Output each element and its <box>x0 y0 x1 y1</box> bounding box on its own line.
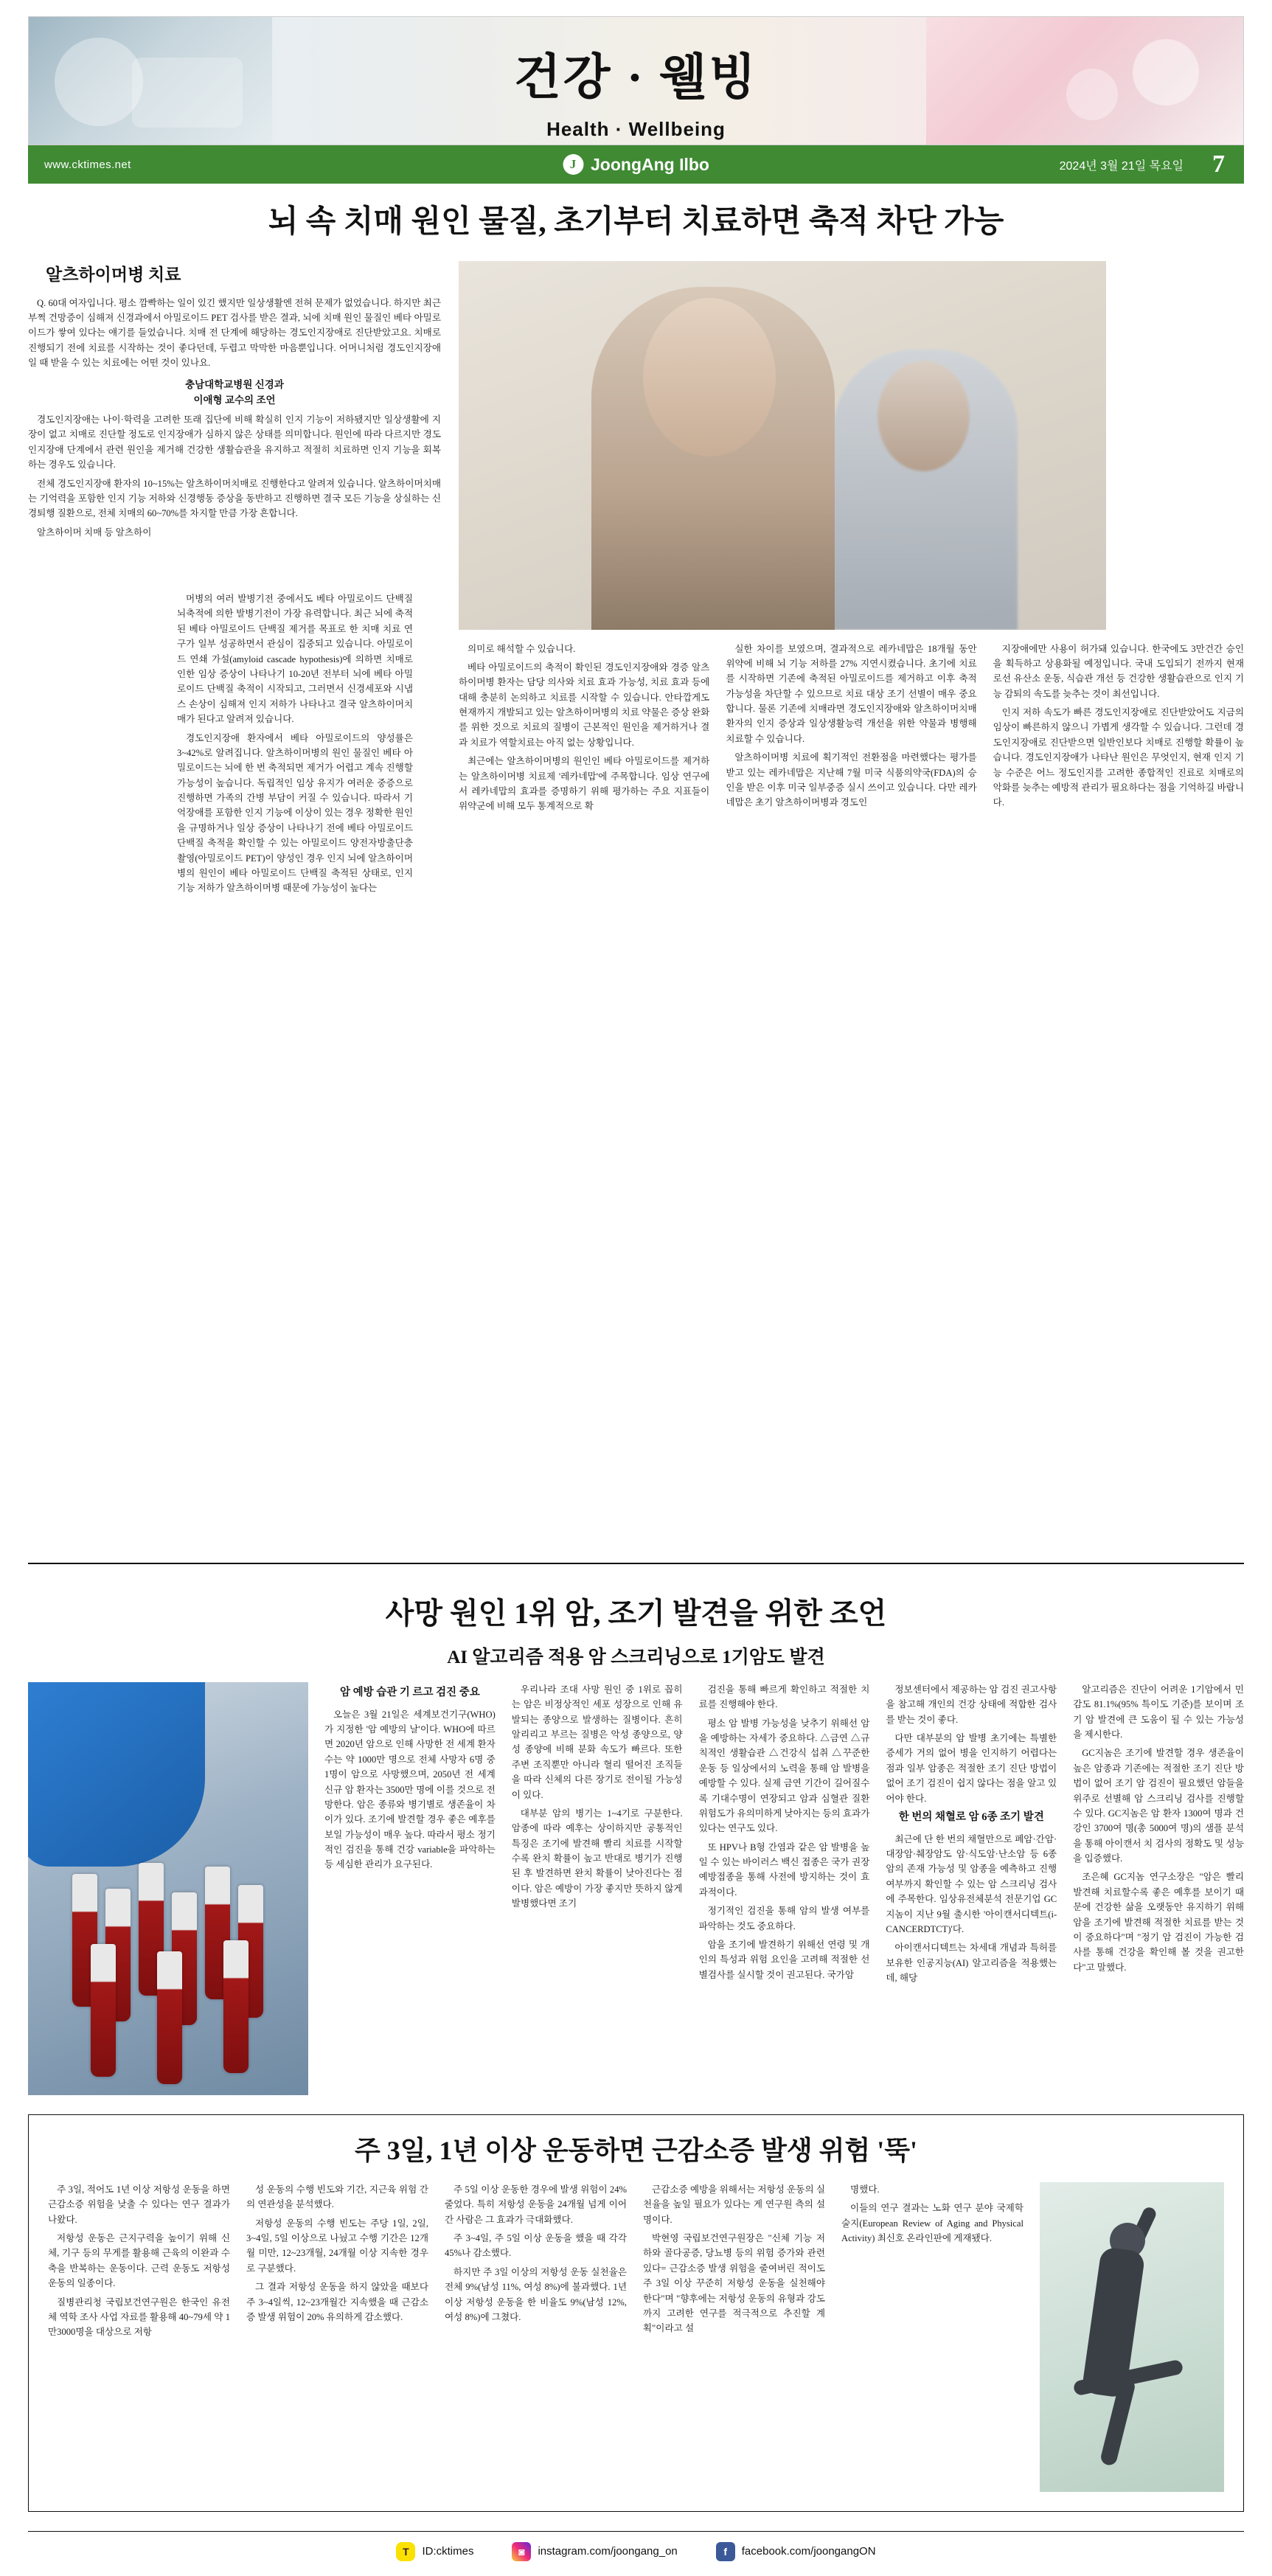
instagram-icon: ◙ <box>512 2542 531 2561</box>
subhead-line: 암 예방 습관 기 <box>339 1686 410 1698</box>
paragraph: 근감소증 예방을 위해서는 저항성 운동의 실천율을 높일 필요가 있다는 게 연구원 측의 설명이다. <box>643 2184 825 2225</box>
paragraph: 머병의 여러 발병기전 중에서도 베타 아밀로이드 단백질 뇌축적에 의한 발병기전이 가장 유력합니다. 최근 뇌에 축적된 베타 아밀로이드 단백질 제거를 목표로 한 치매 치료 연구가 일부 성공하면서 관심이 집중되고 있습니다. 아밀로이드 연쇄 가설(amyloid cascade hypothesis)에 의하면 치매로 인한 임상 증상이 나타나기 10-20년 전부터 뇌에 베타 아밀로이드 단백질 축적이 시작되고, 그러면서 신경세포와 시냅스 손상이 심해져 인지 저하가 나타나고 결국 알츠하이머치매가 된다고 알려져 있습니다. <box>177 594 413 725</box>
paragraph: 그 결과 저항성 운동을 하지 않았을 때보다 주 3~4일씩, 12~23개월간 지속했을 때 근감소증 발생 위험이 20% 유의하게 감소했다. <box>246 2282 428 2322</box>
story-cancer <box>28 1564 1244 2095</box>
joongang-logo-icon: J <box>563 154 583 175</box>
story1-subhead <box>28 378 441 408</box>
paragraph: 정보센터에서 제공하는 암 검진 권고사항을 참고해 개인의 건강 상태에 적합한 검사를 받는 것이 좋다. <box>886 1684 1057 1725</box>
paragraph: 저항성 운동은 근지구력을 높이기 위해 신체, 기구 등의 무게를 활용해 근육의 이완과 수축을 반복하는 운동이다. 근력 운동도 저항성 운동의 일종이다. <box>48 2232 230 2289</box>
publisher-brand <box>563 154 709 175</box>
masthead-title-ko: 건강 · 웰빙 <box>513 51 759 105</box>
story1-col3 <box>459 642 709 818</box>
sample-tube <box>157 1951 182 2084</box>
story3-col2 <box>246 2182 428 2492</box>
story3-col5 <box>841 2182 1023 2492</box>
masthead <box>28 16 1244 145</box>
sample-tube <box>223 1940 249 2073</box>
paragraph: 암을 조기에 발견하기 위해선 연령 및 개인의 특성과 위험 요인을 고려해 적절한 선별검사를 실시할 것이 권고된다. 국가암 <box>698 1940 870 1980</box>
paragraph: 다만 대부분의 암 발병 초기에는 특별한 증세가 거의 없어 병을 인지하기 어렵다는 점과 일부 암종은 적절한 조기 진단 방법이 없어 조기 검진이 쉽지 않다는 점을 알고 있어야 한다. <box>886 1732 1057 1804</box>
paragraph: 대부분 암의 병기는 1~4기로 구분한다. 암종에 따라 예후는 상이하지만 공통적인 특징은 조기에 발견해 빨리 치료를 시작할수록 완치 확률이 높고 반대로 병기가 진행된 후 발견하면 완치 확률이 낮아진다는 점이다. 암은 예방이 가장 좋지만 뜻하지 않게 발병했다면 조기 <box>511 1808 683 1909</box>
paragraph: 박현영 국립보건연구원장은 "신체 기능 저하와 골다공증, 당뇨병 등의 위험 증가와 관련 있다= 근감소증 발생 위험을 줄여버린 적이도 주 3일 이상 꾸준히 저항성 운동을 실천해야 한다"며 "향후에는 저항성 운동의 유형과 강도까지 고려한 연구를 적극적으로 추진할 계획"이라고 설 <box>643 2232 825 2334</box>
paragraph: 우리나라 조대 사망 원인 중 1위로 꼽히는 암은 비정상적인 세포 성장으로 인해 유발되는 종양으로 발생하는 질병이다. 흔히 알리리고 부르는 질병은 악성 종양으로, 양성 종양에 비해 분화 속도가 빠르다. 또한 주변 조직뿐만 아니라 혈리 떨어진 조직들을 따라 신체의 다른 장기로 전이될 가능성이 있다. <box>511 1684 683 1800</box>
story3-col3 <box>445 2182 627 2492</box>
gloved-hand <box>28 1682 205 1867</box>
subhead-line: 한 번의 채혈로 암 6종 <box>898 1811 998 1823</box>
issue-date: 2024년 3월 21일 목요일 <box>1059 159 1184 173</box>
paragraph: 의미로 해석할 수 있습니다. <box>468 643 576 654</box>
paragraph: 베타 아밀로이드의 축적이 확인된 경도인지장애와 경증 알츠하이머병 환자는 담당 의사와 치료 효과 가능성, 치료 효과 등에 대해 충분히 논의하고 치료를 시작할 수 있습니다. 안타깝게도 현재까지 개발되고 있는 알츠하이머병의 치료 약물은 증상 완화를 위한 것으로 치료의 질병이 근본적인 원인을 제거하거나 결과 치료가 역할치료는 아직 없는 상황입니다. <box>459 662 710 748</box>
social-instagram[interactable] <box>512 2542 677 2561</box>
story1-col1b <box>28 412 441 540</box>
paragraph: 명했다. <box>850 2184 880 2195</box>
story2-col5 <box>1073 1682 1244 2095</box>
paragraph: 알고리즘은 진단이 어려운 1기암에서 민감도 81.1%(95% 특이도 기준)를 보이며 조기 암 발견에 큰 도움이 될 수 있는 가능성을 제시한다. <box>1073 1684 1244 1740</box>
website-url[interactable]: www.cktimes.net <box>44 158 131 171</box>
kakao-icon: T <box>396 2542 415 2561</box>
paragraph: 검진을 통해 빠르게 확인하고 적절한 치료를 진행해야 한다. <box>698 1684 870 1710</box>
paragraph: 주 3일, 적어도 1년 이상 저항성 운동을 하면 근감소증 위험을 낮출 수 있다는 연구 결과가 나왔다. <box>48 2184 230 2225</box>
paragraph: 조은혜 GC지놈 연구소장은 "암은 빨리 발견해 치료할수록 좋은 예후를 보이기 때문에 건강한 삶을 오랫동안 유지하기 위해 암을 조기에 발견해 적절한 치료를 받는 것이 중요하다"며 "정기 암 검진이 가능한 검사를 통해 건강을 확인해 볼 것을 권고한다"고 말했다. <box>1073 1872 1244 1973</box>
story1-col2 <box>177 591 413 900</box>
story2-col3 <box>699 1682 870 2095</box>
social-kakao-label: ID:cktimes <box>422 2545 474 2558</box>
story-alzheimer <box>28 184 1244 894</box>
story1-headline: 뇌 속 치매 원인 물질, 초기부터 치료하면 축적 차단 가능 <box>268 205 1004 239</box>
social-facebook-label: facebook.com/joongangON <box>741 2545 876 2558</box>
story2-col4 <box>886 1682 1057 2095</box>
story3-headline: 주 3일, 1년 이상 운동하면 근감소증 발생 위험 '뚝' <box>355 2135 917 2165</box>
story-resistance-exercise <box>28 2114 1244 2512</box>
page-number: 7 <box>1212 150 1225 178</box>
story1-kicker: 알츠하이머병 치료 <box>46 265 181 284</box>
paragraph: 평소 암 발병 가능성을 낮추기 위해선 암을 예방하는 자세가 중요하다. △금연 △규칙적인 생활습관 △건강식 섭취 △꾸준한 운동 등 일상에서의 노력을 통해 암 발병을 예방할 수 있다. 실제 금연 기간이 길어질수록 기대수명이 연장되고 암과 심혈관 질환 위험도가 유의미하게 낮아지는 등의 효과가 있다는 연구도 있다. <box>698 1718 870 1834</box>
publisher-name: JoongAng Ilbo <box>591 154 709 174</box>
story3-col4 <box>643 2182 825 2492</box>
story2-col2 <box>512 1682 683 2095</box>
paragraph: 질병관리청 국립보건연구원은 한국인 유전체 역학 조사 사업 자료를 활용해 40~79세 약 1만3000명을 대상으로 저항 <box>48 2296 230 2338</box>
paragraph: 경도인지장애 환자에서 베타 아밀로이드의 양성률은 3~42%로 알려집니다. 알츠하이머병의 원인 물질인 베타 아밀로이드는 뇌에 한 번 축적되면 제거가 어렵고 계속 진행할 가능성이 높습니다. 독립적인 임상 유지가 여러운 중증으로 진행하면 가족의 간병 부담이 커질 수 있습니다. 따라서 기억장애를 포함한 인지 기능에 이상이 있는 경우 정확한 원인을 규명하거나 일상 증상이 나타나기 전에 베타 아밀로이드 단백질 축적을 확인할 수 있는 아밀로이드 양전자방출단층촬영(아밀로이드 PET)이 양성인 경우 인지 뇌에 알츠하이머병의 원인이 베타 아밀로이드 단백질 축적된 상태로, 인지 기능 저하가 알츠하이머병 때문에 가능성이 높다는 <box>177 732 413 894</box>
paragraph: 지장애에만 사용이 허가돼 있습니다. 한국에도 3만건간 승인을 획득하고 상용화될 예정입니다. 국내 도입되기 전까지 현재로선 유산소 운동, 식습관 개선 등 건강한 생활습관으로 인지 기능 감퇴의 속도를 늦추는 것이 최선입니다. <box>993 643 1244 699</box>
paragraph: 인지 저하 속도가 빠른 경도인지장애로 진단받았어도 지금의 임상이 빠른하지 않으니 가볍게 생각할 수 있습니다. 그런데 경도인지장애로 진단받으면 일반인보다 치매로 진행할 확률이 높습니다. 경도인지장애가 나타난 원인은 무엇인지, 현재 인지 기능 수준은 어느 정도인지를 고려한 종합적인 진료로 치매로의 악화를 늦추는 예방적 관리가 필요하다는 점을 기억하길 바랍니다. <box>993 707 1244 808</box>
paragraph: 성 운동의 수행 빈도와 기간, 지근육 위험 간의 연관성을 분석했다. <box>246 2184 428 2210</box>
paragraph: 정기적인 검진을 통해 암의 발생 여부를 파악하는 것도 중요하다. <box>698 1906 870 1931</box>
paragraph: 아이캔서디텍트는 차세대 개념과 특허를 보유한 인공지능(AI) 알고리즘을 적용했는데, 해당 <box>886 1943 1057 1984</box>
social-instagram-label: instagram.com/joongang_on <box>538 2545 678 2558</box>
paragraph: 저항성 운동의 수행 빈도는 주당 1일, 2일, 3~4일, 5일 이상으로 나눴고 수행 기간은 12개월 미만, 12~23개월, 24개월 이상 지속한 경우로 구분했다. <box>246 2218 428 2274</box>
story1-col1 <box>28 296 441 371</box>
senior-woman-photo <box>459 261 1106 630</box>
foreground-figure-head <box>643 298 776 456</box>
paragraph: 오늘은 3월 21일은 세계보건기구(WHO)가 지정한 '암 예방의 날'이다. WHO에 따르면 2020년 암으로 인해 사망한 전 세계 환자 수는 약 1000만 명으로 전체 사망자 6명 중 1명이 암으로 사망했으며, 2050년 전 세계 신규 암 환자는 3500만 명에 이를 것으로 전망한다. 암은 종류와 병기별로 생존율이 차이가 있다. 조기에 발견할 경우 좋은 예후를 보일 가능성이 매우 높다. 따라서 평소 정기적인 검진을 통해 건강 variable을 파악하는 등 세심한 관리가 요구된다. <box>324 1709 496 1870</box>
paragraph: GC지놈은 조기에 발견할 경우 생존율이 높은 암종과 기존에는 적절한 조기 진단 방법이 없어 조기 암 검진이 필요했던 암들을 위주로 선별해 암 스크리닝 검사를 진행할 수 있다. GC지놈은 암 환자 1300여 명과 건강인 3700여 명(총 5000여 명)의 샘플 분석을 통해 아이캔서 치 검사의 정확도 및 성능을 입증했다. <box>1073 1748 1244 1864</box>
paragraph: 실한 차이를 보였으며, 결과적으로 레카네맙은 18개월 동안 위약에 비해 뇌 기능 저하를 27% 지연시켰습니다. 초기에 치료를 시작하면 기존에 축적된 아밀로이드를 제거하고 이후 축적 가능성을 차단할 수 있으므로 치료 대상 조기 선별이 매우 중요합니다. 물론 기존에 치매라면 경도인지장애와 알츠하이머치매 환자의 인지 증상과 일상생활능력 개선을 위한 약물과 병행해 치료할 수 있습니다. <box>726 643 977 744</box>
story1-col4 <box>726 642 976 818</box>
info-bar <box>28 145 1244 184</box>
footer-social-bar <box>28 2531 1244 2576</box>
subhead-line: 중요 <box>459 1686 480 1698</box>
paragraph: 최근에는 알츠하이머병의 원인인 베타 아밀로이드를 제거하는 알츠하이머병 치료제 '레카네맙'에 주목합니다. 임상 연구에서 레카네맙의 효과를 증명하기 위해 평가하는 주요 지표들이 위약군에 비해 모두 통계적으로 확 <box>459 756 710 812</box>
masthead-title-block <box>29 38 1243 141</box>
newspaper-page <box>0 16 1272 2558</box>
story2-subhead-2 <box>886 1810 1057 1826</box>
paragraph: 알츠하이머병 치료에 획기적인 전환점을 마련했다는 평가를 받고 있는 레카네맙은 지난해 7월 미국 식품의약국(FDA)의 승인을 받은 이후 미국 일부중증 실시 쓰이고 있습니다. 다만 레카네맙은 초기 알츠하이머병과 경도인 <box>726 752 977 808</box>
paragraph: Q. 60대 여자입니다. 평소 깜빡하는 일이 있긴 했지만 일상생활엔 전혀 문제가 없었습니다. 하지만 최근 부쩍 건망증이 심해져 신경과에서 아밀로이드 PET 검사를 받은 결과, 뇌에 치매 원인 물질인 베타 아밀로이드가 쌓여 있다는 얘기를 들었습니다. 치매 전 단계에 해당하는 경도인지장애로 진단받았고요. 치매로 진행되기 전에 치료를 시작하는 것이 좋다던데, 두렵고 막막한 마음뿐입니다. 어머니처럼 경도인지장애일 때 받을 수 있는 치료에는 어떤 것이 있나요. <box>28 297 441 369</box>
paragraph: 또 HPV나 B형 간염과 같은 암 발병을 높일 수 있는 바이러스 백신 접종은 국가 권장 예방접종을 통해 사전에 방지하는 것이 효과적이다. <box>698 1841 870 1898</box>
story2-deck: AI 알고리즘 적용 암 스크리닝으로 1기암도 발견 <box>447 1647 825 1667</box>
subhead-line: 이애형 교수의 조언 <box>193 394 276 406</box>
subhead-line: 조기 발견 <box>1000 1811 1044 1823</box>
paragraph: 이들의 연구 결과는 노화 연구 분야 국제학술지(European Review of Aging and Physical Activity) 최신호 온라인판에 게재됐다. <box>841 2203 1023 2243</box>
social-facebook[interactable] <box>716 2542 876 2561</box>
paragraph: 주 5일 이상 운동한 경우에 발생 위험이 24% 줄었다. 특히 저항성 운동을 24개월 넘게 이어간 사람은 그 효과가 극대화했다. <box>445 2184 627 2225</box>
stretching-person-photo <box>1040 2182 1224 2492</box>
paragraph: 전체 경도인지장애 환자의 10~15%는 알츠하이머치매로 진행한다고 알려져 있습니다. 알츠하이머치매는 기억력을 포함한 인지 기능 저하와 신경행동 증상을 동반하고 진행하면 결국 모든 기능을 상실하는 신경퇴행 질환으로, 전체 치매의 60~70%를 차지할 만큼 가장 흔합니다. <box>28 478 441 519</box>
paragraph: 알츠하이머 치매 등 알츠하이 <box>37 527 152 538</box>
sample-tube <box>91 1944 116 2077</box>
social-kakao[interactable] <box>396 2542 473 2561</box>
background-figure-head <box>877 361 970 471</box>
masthead-title-en: Health · Wellbeing <box>546 118 726 140</box>
story3-col1 <box>48 2182 230 2492</box>
blood-sample-tubes-photo <box>28 1682 308 2095</box>
subhead-line: 르고 검진 <box>412 1686 457 1698</box>
paragraph: 최근에 단 한 번의 채혈만으로 폐암·간암·대장암·췌장암도 암·식도암·난소암 등 6종 암의 존재 가능성 및 암종을 예측하고 진행 여부까지 확인할 수 있는 암 스크리닝 검사에 주목한다. 임상유전체분석 전문기업 GC지놈이 지난 9월 출시한 '아이캔서디텍트(i-CANCERDTCT)'다. <box>886 1833 1057 1935</box>
paragraph: 주 3~4일, 주 5일 이상 운동을 했을 때 각각 45%나 감소했다. <box>445 2232 627 2259</box>
story2-headline: 사망 원인 1위 암, 조기 발견을 위한 조언 <box>385 1596 887 1630</box>
paragraph: 경도인지장애는 나이·학력을 고려한 또래 집단에 비해 확실히 인지 기능이 저하됐지만 일상생활에 지장이 없고 치매로 진단할 정도로 인지장애가 심하지 않은 상태를 의미합니다. 원인에 따라 다르지만 경도인지장애 단계에서 관련 원인을 제거해 건강한 생활습관을 유지하고 적절히 치료하면 인지 기능을 회복하는 경우도 있습니다. <box>28 414 441 471</box>
facebook-icon: f <box>716 2542 735 2561</box>
story2-col1 <box>324 1682 496 2095</box>
subhead-line: 충남대학교병원 신경과 <box>185 379 284 391</box>
story2-subhead-1 <box>324 1685 496 1701</box>
paragraph: 하지만 주 3일 이상의 저항성 운동 실천율은 전체 9%(남성 11%, 여성 8%)에 불과했다. 1년 이상 저항성 운동을 한 비율도 9%(남성 12%, 여성 8%)에 그쳤다. <box>445 2266 627 2322</box>
story1-col5 <box>993 642 1244 818</box>
